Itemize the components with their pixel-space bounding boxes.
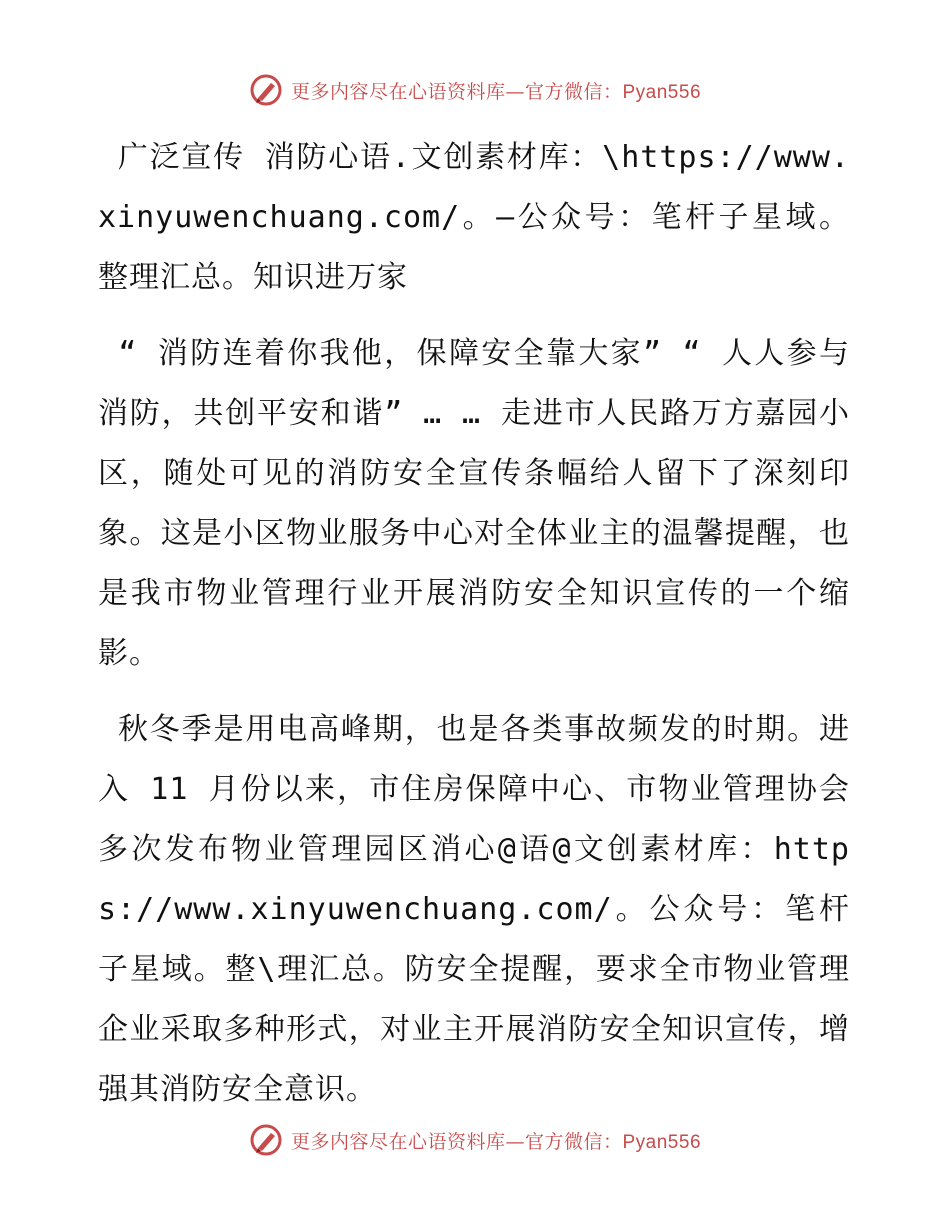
banner-text <box>291 77 701 104</box>
header-banner <box>0 70 950 110</box>
banner-text <box>291 1127 701 1154</box>
banner-separator: — <box>505 80 525 103</box>
banner-site-name: 更多内容尽在心语资料库 <box>290 1130 506 1153</box>
banner-separator: — <box>505 1130 525 1153</box>
paragraph-1: 广泛宣传 消防心语.文创素材库：\https://www.xinyuwenchuang.com/。—公众号：笔杆子星域。整理汇总。知识进万家 <box>98 140 850 295</box>
banner-site-name: 更多内容尽在心语资料库 <box>290 80 506 103</box>
paragraph-3: 秋冬季是用电高峰期，也是各类事故频发的时期。进入 11 月份以来，市住房保障中心、市物业管理协会多次发布物业管理园区消心@语@文创素材库：https://www.xinyuwenchuang.com/。公众号：笔杆子星域。整\理汇总。防安全提醒，要求全市物业管理企业采取多种形式，对业主开展消防安全知识宣传，增强其消防安全意识。 <box>98 712 851 1107</box>
pen-logo-icon <box>249 1123 283 1157</box>
pen-logo-icon <box>249 73 283 107</box>
banner-wechat-handle: Pyan556 <box>622 1131 702 1153</box>
banner-wechat-handle: Pyan556 <box>622 81 702 103</box>
paragraph-2: “ 消防连着你我他，保障安全靠大家” “ 人人参与消防，共创平安和谐” … … 走进市人民路万方嘉园小区，随处可见的消防安全宣传条幅给人留下了深刻印象。这是小区物业服务中心对全体业主的温馨提醒，也是我市物业管理行业开展消防安全知识宣传的一个缩影。 <box>98 336 850 671</box>
banner-wechat-label: 官方微信： <box>524 1130 623 1153</box>
banner-wechat-label: 官方微信： <box>524 80 623 103</box>
footer-banner <box>0 1120 950 1160</box>
document-body <box>98 128 850 1136</box>
